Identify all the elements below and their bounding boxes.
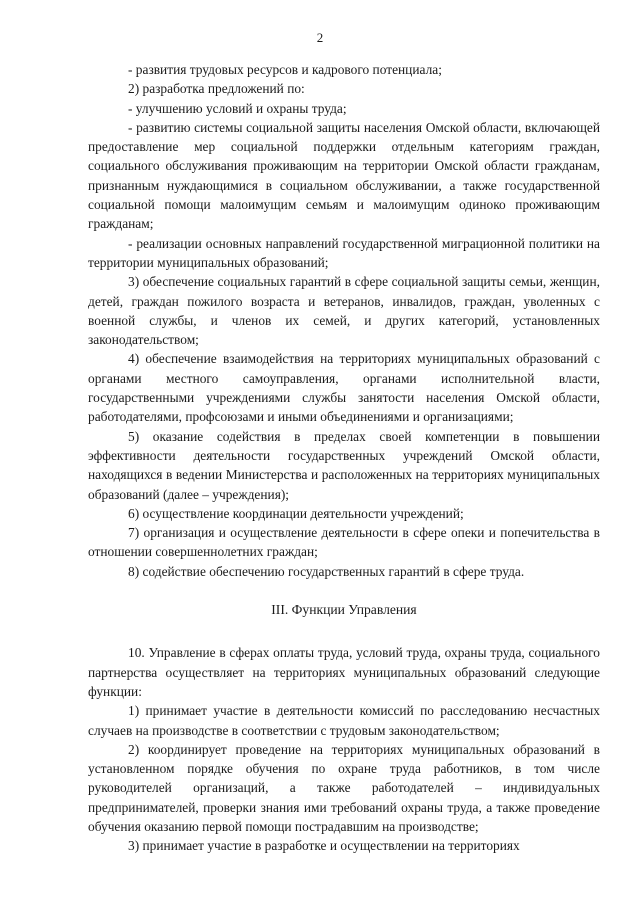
paragraph-item-labor-guarantees: 8) содействие обеспечению государственных гарантий в сфере труда. <box>128 563 525 579</box>
document-body <box>88 60 600 856</box>
section-heading: III. Функции Управления <box>271 602 417 618</box>
paragraph-item-assistance: 5) оказание содействия в пределах своей компетенции в повышении эффективности деятельности государственных учреждений Омской области, находящихся в ведении Министерства и расположенных на территориях муниципальных образований (далее – учреждения); <box>88 428 600 502</box>
paragraph-item-coordination: 6) осуществление координации деятельности учреждений; <box>128 505 464 521</box>
paragraph-item-migration-policy: - реализации основных направлений государственной миграционной политики на территории муниципальных образований; <box>88 235 600 270</box>
paragraph-item-social-guarantees: 3) обеспечение социальных гарантий в сфере социальной защиты семьи, женщин, детей, граждан пожилого возраста и ветеранов, инвалидов, граждан, уволенных с военной службы, и членов их семей, и других категорий, установленных законодательством; <box>88 274 600 348</box>
paragraph-item-development-participation: 3) принимает участие в разработке и осуществлении на территориях <box>128 838 520 854</box>
paragraph-item-interaction: 4) обеспечение взаимодействия на территориях муниципальных образований с органами местного самоуправления, органами исполнительной власти, государственными учреждениями службы занятости населения Омской области, работодателями, профсоюзами и иными объединениями и организациями; <box>88 351 600 425</box>
paragraph-item-safety-training: 2) координирует проведение на территориях муниципальных образований в установленном порядке обучения по охране труда работников, в том числе руководителей организаций, а также работодателей – индивидуальных предпринимателей, проверки знания ими требований охраны труда, а также проведение обучения оказанию первой помощи пострадавшим на производстве; <box>88 741 600 834</box>
paragraph-item-guardianship: 7) организация и осуществление деятельности в сфере опеки и попечительства в отношении совершеннолетних граждан; <box>88 525 600 560</box>
paragraph-item-functions-intro: 10. Управление в сферах оплаты труда, условий труда, охраны труда, социального партнерства осуществляет на территориях муниципальных образований следующие функции: <box>88 645 600 699</box>
page-number: 2 <box>316 30 324 45</box>
paragraph-item-labor-conditions: - улучшению условий и охраны труда; <box>128 100 347 116</box>
paragraph-item-resources: - развития трудовых ресурсов и кадрового потенциала; <box>128 62 442 77</box>
paragraph-item-accident-commissions: 1) принимает участие в деятельности комиссий по расследованию несчастных случаев на производстве в соответствии с трудовым законодательством; <box>88 703 600 738</box>
paragraph-item-social-protection: - развитию системы социальной защиты населения Омской области, включающей предоставление мер социальной поддержки отдельным категориям граждан, социального обслуживания проживающим на территории Омской области гражданам, признанным нуждающимися в социальном обслуживании, а также государственной социальной помощи малоимущим семьям и малоимущим одиноко проживающим гражданам; <box>88 119 600 232</box>
paragraph-item-proposals: 2) разработка предложений по: <box>128 81 305 97</box>
